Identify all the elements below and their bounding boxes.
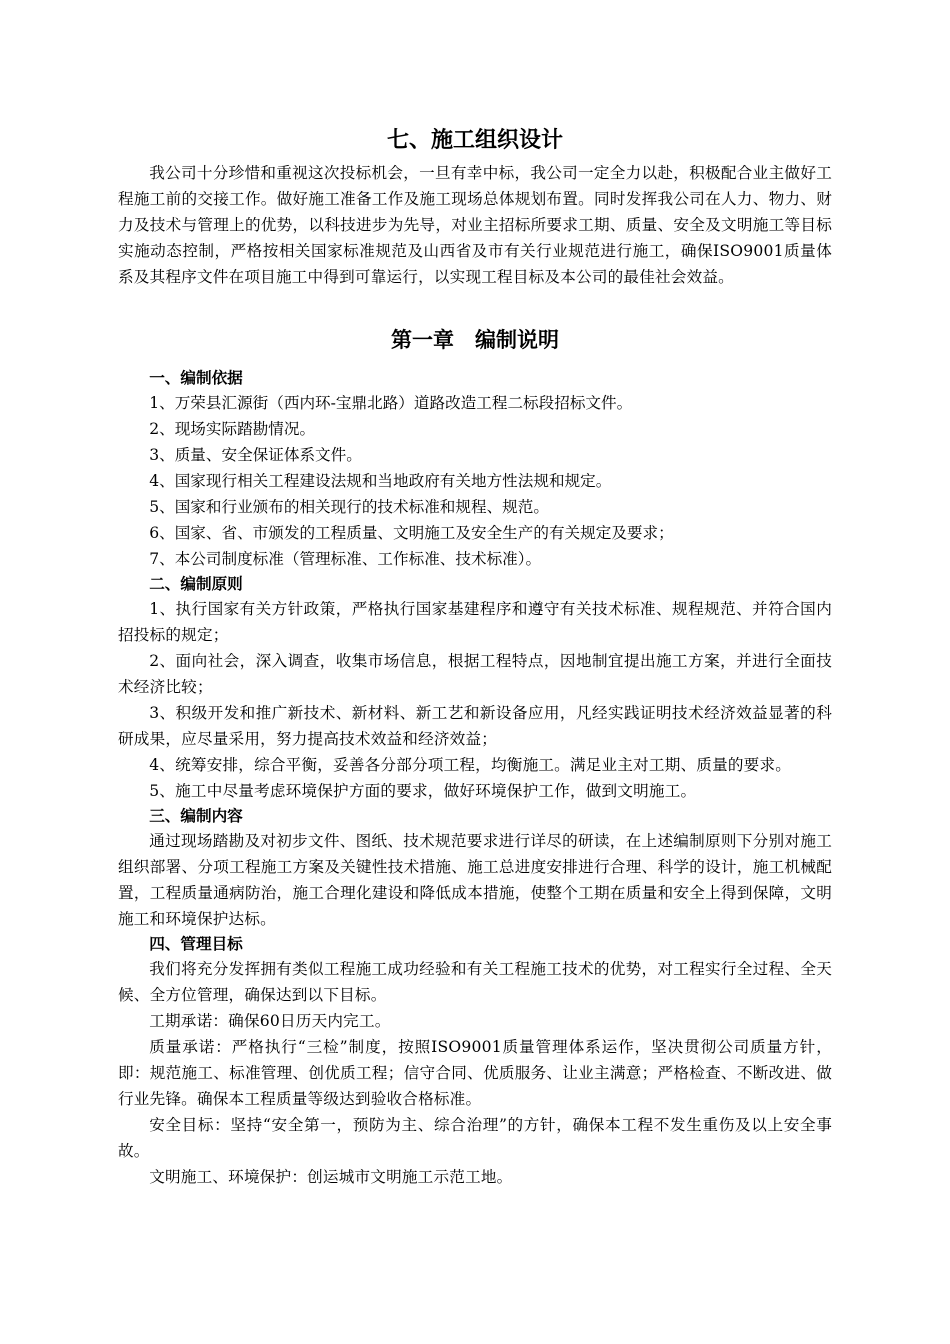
list-item: 1、执行国家有关方针政策，严格执行国家基建程序和遵守有关技术标准、规程规范、并符合国内招投标的规定； [118,600,832,644]
list-item: 7、本公司制度标准（管理标准、工作标准、技术标准）。 [149,550,542,568]
section-content [118,804,832,932]
paragraph: 安全目标：坚持“安全第一，预防为主、综合治理”的方针，确保本工程不发生重伤及以上安全事故。 [118,1116,832,1160]
list-item: 5、国家和行业颁布的相关现行的技术标准和规程、规范。 [149,498,549,516]
document-body [118,124,832,1190]
paragraph: 我们将充分发挥拥有类似工程施工成功经验和有关工程施工技术的优势，对工程实行全过程、全天候、全方位管理，确保达到以下目标。 [118,960,832,1004]
list-item: 1、万荣县汇源街（西内环-宝鼎北路）道路改造工程二标段招标文件。 [149,394,633,412]
chapter-heading: 第一章 编制说明 [391,328,559,352]
list-item: 4、统筹安排，综合平衡，妥善各分部分项工程，均衡施工。满足业主对工期、质量的要求。 [149,756,792,774]
paragraph: 工期承诺：确保60日历天内完工。 [149,1012,391,1030]
section-heading: 四、管理目标 [149,935,243,953]
section-heading: 二、编制原则 [149,575,243,593]
list-item: 2、现场实际踏勘情况。 [149,420,316,438]
section-principles [118,572,832,804]
list-item: 4、国家现行相关工程建设法规和当地政府有关地方性法规和规定。 [149,472,612,490]
list-item: 5、施工中尽量考虑环境保护方面的要求，做好环境保护工作，做到文明施工。 [149,782,697,800]
list-item: 2、面向社会，深入调查，收集市场信息，根据工程特点，因地制宜提出施工方案，并进行全面技术经济比较； [118,652,832,696]
section-basis [118,366,832,572]
section-heading: 一、编制依据 [149,369,243,387]
paragraph: 文明施工、环境保护：创运城市文明施工示范工地。 [149,1168,513,1186]
document-title: 七、施工组织设计 [386,128,563,153]
intro-paragraph: 我公司十分珍惜和重视这次投标机会，一旦有幸中标，我公司一定全力以赴，积极配合业主做好工程施工前的交接工作。做好施工准备工作及施工现场总体规划布置。同时发挥我公司在人力、物力、财力及技术与管理上的优势，以科技进步为先导，对业主招标所要求工期、质量、安全及文明施工等目标实施动态控制，严格按相关国家标准规范及山西省及市有关行业规范进行施工，确保ISO9001质量体系及其程序文件在项目施工中得到可靠运行，以实现工程目标及本公司的最佳社会效益。 [118,164,832,286]
list-item: 3、积级开发和推广新技术、新材料、新工艺和新设备应用，凡经实践证明技术经济效益显著的科研成果，应尽量采用，努力提高技术效益和经济效益； [118,704,832,748]
list-item: 3、质量、安全保证体系文件。 [149,446,362,464]
list-item: 6、国家、省、市颁发的工程质量、文明施工及安全生产的有关规定及要求； [149,524,674,542]
paragraph: 通过现场踏勘及对初步文件、图纸、技术规范要求进行详尽的研读，在上述编制原则下分别对施工组织部署、分项工程施工方案及关键性技术措施、施工总进度安排进行合理、科学的设计，施工机械配置，工程质量通病防治，施工合理化建设和降低成本措施，使整个工期在质量和安全上得到保障，文明施工和环境保护达标。 [118,832,832,928]
section-heading: 三、编制内容 [149,807,243,825]
section-goals [118,932,832,1190]
paragraph: 质量承诺：严格执行“三检”制度，按照ISO9001质量管理体系运作，坚决贯彻公司质量方针，即：规范施工、标准管理、创优质工程；信守合同、优质服务、让业主满意；严格检查、不断改进、做行业先锋。确保本工程质量等级达到验收合格标准。 [118,1038,832,1108]
